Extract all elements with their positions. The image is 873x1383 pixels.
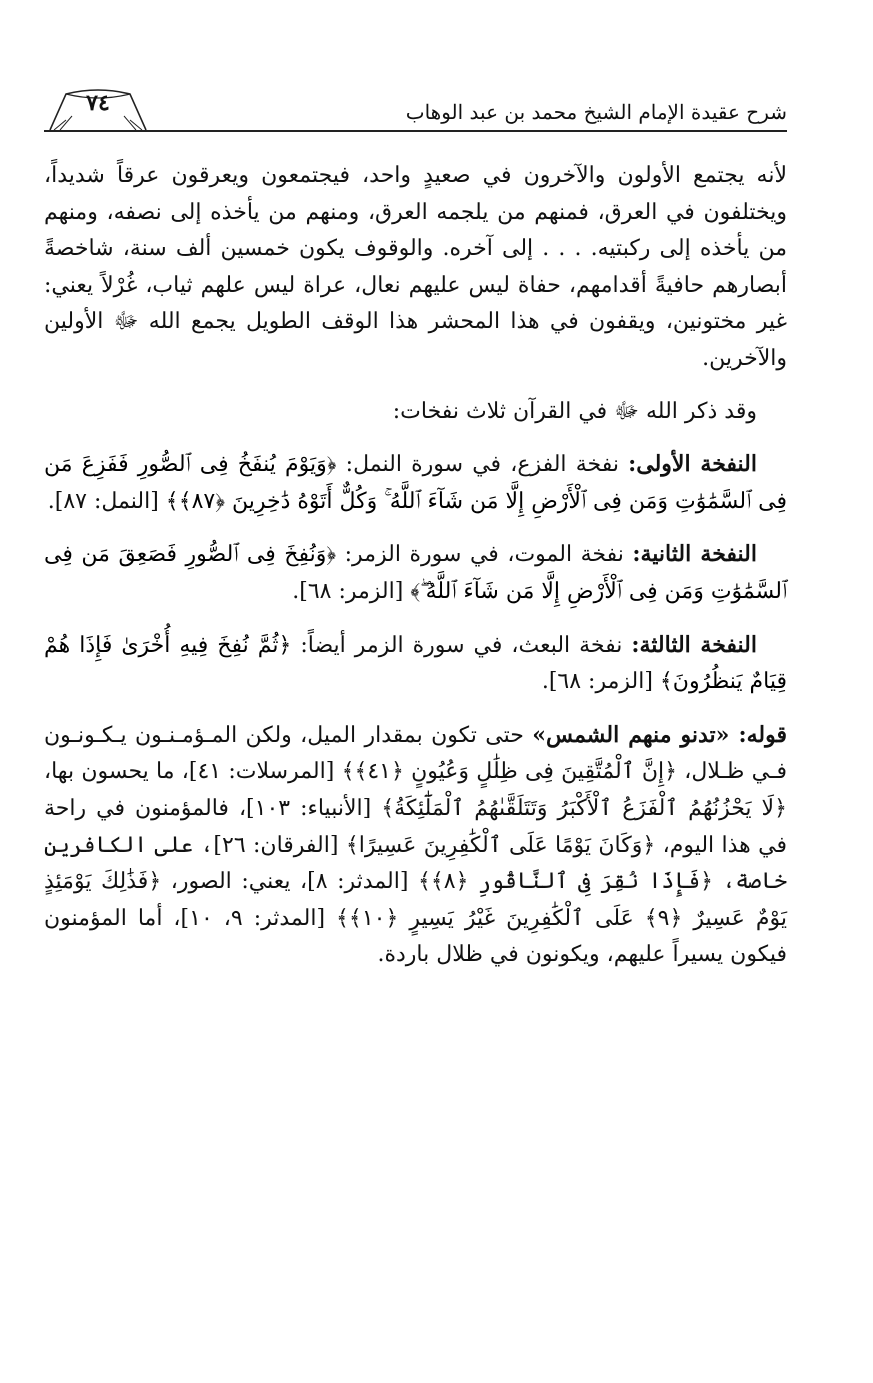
book-title: شرح عقيدة الإمام الشيخ محمد بن عبد الوهاب: [405, 100, 787, 124]
sun-commentary-heading: قوله: «تدنو منهم الشمس»: [532, 721, 787, 748]
third-blowing-verse: ﴿ثُمَّ نُفِخَ فِيهِ أُخْرَىٰ فَإِذَا هُمْ قِيَامٌ يَنظُرُونَ﴾: [44, 632, 787, 695]
second-blowing-text: نفخة الموت، في سورة الزمر:: [336, 542, 633, 568]
second-blowing-verse: ﴿وَنُفِخَ فِى ٱلصُّورِ فَصَعِقَ مَن فِى ٱلسَّمَٰوَٰتِ وَمَن فِى ٱلْأَرْضِ إِلَّا مَن شَآءَ ٱللَّهُ ۖ﴾: [44, 542, 787, 604]
third-blowing-reference: [الزمر: ٦٨].: [541, 669, 660, 695]
sun-commentary-text: حتى تكون بمقدار الميل، ولكن المـؤمـنـون يـكـونـون فـي ظـلال، ﴿إِنَّ ٱلْمُتَّقِينَ فِى ظِلَٰلٍ وَعُيُونٍ ﴿٤١﴾﴾ [المرسلات: ٤١]، ما يحسون بها، ﴿لَا يَحْزُنُهُمُ ٱلْفَزَعُ ٱلْأَكْبَرُ وَتَتَلَقَّىٰهُمُ ٱلْمَلَٰٓئِكَةُ﴾ [الأنبياء: ١٠٣]، فالمؤمنون في راحة في هذا اليوم، ﴿وَكَانَ يَوْمًا عَلَى ٱلْكَٰفِرِينَ عَسِيرًا﴾ [الفرقان: ٢٦]، على الكافرين خاصة، ﴿فَإِذَا نُقِرَ فِى ٱلنَّاقُورِ ﴿٨﴾﴾ [المدثر: ٨]، يعني: الصور، ﴿فَذَٰلِكَ يَوْمَئِذٍ يَوْمٌ عَسِيرٌ ﴿٩﴾ عَلَى ٱلْكَٰفِرِينَ غَيْرُ يَسِيرٍ ﴿١٠﴾﴾ [المدثر: ٩، ١٠]، أما المؤمنون فيكون يسيراً عليهم، ويكونون في ظلال باردة.: [44, 722, 788, 968]
second-blowing-reference: [الزمر: ٦٨].: [292, 578, 411, 604]
paragraph-sun-commentary: [44, 717, 787, 974]
second-blowing-heading: النفخة الثانية:: [632, 541, 757, 568]
first-blowing-reference: [النمل: ٨٧].: [47, 488, 166, 514]
page-number-badge: [44, 88, 152, 132]
third-blowing-text: نفخة البعث، في سورة الزمر أيضاً:: [291, 632, 632, 658]
paragraph-mahshar-description: لأنه يجتمع الأولون والآخرون في صعيدٍ واحد، فيجتمعون ويعرقون عرقاً شديداً، ويختلفون في العرق، فمنهم من يلجمه العرق، ومنهم من يأخذه إلى نصفه، ومنهم من يأخذه إلى ركبتيه. . . . إلى آخره. والوقوف يكون خمسين ألف سنة، شاخصةً أبصارهم حافيةً أقدامهم، حفاة ليس عليهم نعال، عراة ليس علهم ثياب، غُرْلاً يعني: غير مختونين، ويقفون في هذا المحشر هذا الوقف الطويل يجمع الله ﷻ الأولين والآخرين.: [44, 163, 787, 371]
running-header: [44, 84, 787, 132]
paragraph-second-blowing: [44, 536, 787, 610]
first-blowing-text: نفخة الفزع، في سورة النمل:: [336, 452, 629, 478]
first-blowing-verse: ﴿وَيَوْمَ يُنفَخُ فِى ٱلصُّورِ فَفَزِعَ مَن فِى ٱلسَّمَٰوَٰتِ وَمَن فِى ٱلْأَرْضِ إِلَّا مَن شَآءَ ٱللَّهُ ۚ وَكُلٌّ أَتَوْهُ دَٰخِرِينَ ﴿٨٧﴾﴾: [44, 452, 787, 514]
paragraph-three-blowings-intro: وقد ذكر الله ﷻ في القرآن ثلاث نفخات:: [392, 398, 757, 424]
paragraph-first-blowing: [44, 446, 787, 520]
page-body: [44, 158, 787, 974]
first-blowing-heading: النفخة الأولى:: [628, 451, 757, 478]
paragraph-third-blowing: [44, 627, 787, 701]
third-blowing-heading: النفخة الثالثة:: [631, 631, 757, 658]
page-number: ٧٤: [86, 90, 110, 116]
